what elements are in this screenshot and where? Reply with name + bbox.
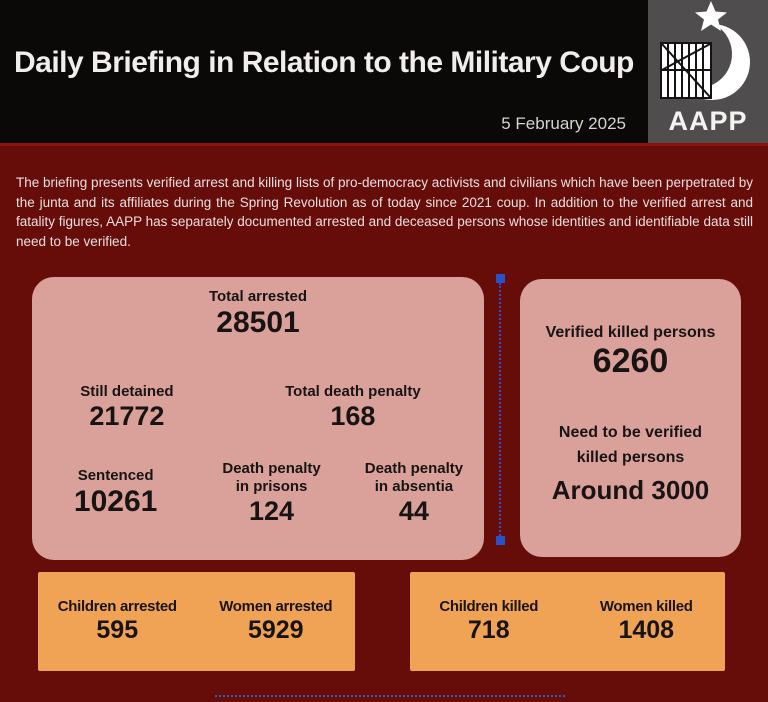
logo-wordmark: AAPP [668, 106, 748, 136]
stat-value: Around 3000 [551, 474, 710, 505]
stat-value: 44 [398, 495, 429, 526]
arrested-strip [38, 572, 355, 671]
stat-label: Children arrested [57, 598, 177, 616]
stat-label: Death penalty [364, 459, 464, 477]
stat-women-killed [568, 598, 726, 645]
stat-death-penalty-absentia [344, 460, 484, 527]
intro-paragraph: The briefing presents verified arrest and killing lists of pro-democracy activists and civilians which have been perpetrated by the junta and its affiliates during the Spring Revolution as of today since 2021 coup. In addition to the verified arrest and fatality figures, AAPP has separately documented arrested and deceased persons whose identities and identifiable data still need to be verified. [16, 175, 753, 249]
stat-children-killed [410, 598, 568, 645]
stat-label: Need to be verified [558, 424, 703, 442]
crescent-star-prison-icon [648, 0, 768, 110]
connector-handle-top [496, 274, 505, 283]
stat-value: 718 [467, 616, 510, 645]
stat-label: Women killed [599, 598, 693, 616]
briefing-date: 5 February 2025 [501, 114, 626, 133]
dotted-connector-line [499, 283, 501, 536]
stat-death-penalty-prisons [199, 460, 344, 527]
stat-women-arrested [197, 598, 356, 645]
stat-label: Total death penalty [285, 382, 421, 400]
stat-label: Sentenced [77, 466, 154, 484]
page-title: Daily Briefing in Relation to the Military Coup [14, 46, 634, 79]
stat-value: 595 [96, 616, 139, 645]
killed-strip [410, 572, 725, 671]
killed-stats-box [520, 279, 741, 557]
stat-value: 21772 [89, 400, 165, 431]
stat-total-arrested [32, 288, 484, 341]
stat-sentenced [32, 467, 199, 520]
stat-value: 6260 [592, 342, 669, 381]
stat-total-death-penalty [222, 383, 484, 432]
stat-label: killed persons [576, 449, 685, 467]
stat-still-detained [32, 383, 222, 432]
stat-label: in prisons [235, 477, 308, 495]
bottom-dotted-line [215, 695, 565, 697]
stat-value: 28501 [216, 306, 300, 339]
aapp-logo [648, 0, 768, 143]
stat-value: 124 [249, 495, 295, 526]
stat-value: 168 [330, 400, 376, 431]
connector-handle-bottom [496, 536, 505, 545]
stat-value: 5929 [247, 616, 304, 645]
stat-label: in absentia [374, 477, 454, 495]
stat-label: Children killed [439, 598, 539, 616]
stat-label: Death penalty [222, 459, 321, 477]
stat-label: Verified killed persons [545, 324, 716, 341]
header [0, 0, 768, 146]
stat-value: 10261 [73, 484, 158, 518]
stat-value: 1408 [618, 616, 675, 645]
stat-children-arrested [38, 598, 197, 645]
stat-label: Total arrested [208, 288, 308, 305]
arrest-stats-box [32, 277, 484, 560]
stat-unverified-killed [520, 421, 741, 506]
stat-label: Still detained [80, 382, 174, 400]
stat-label: Women arrested [219, 598, 333, 616]
stat-verified-killed [520, 323, 741, 381]
